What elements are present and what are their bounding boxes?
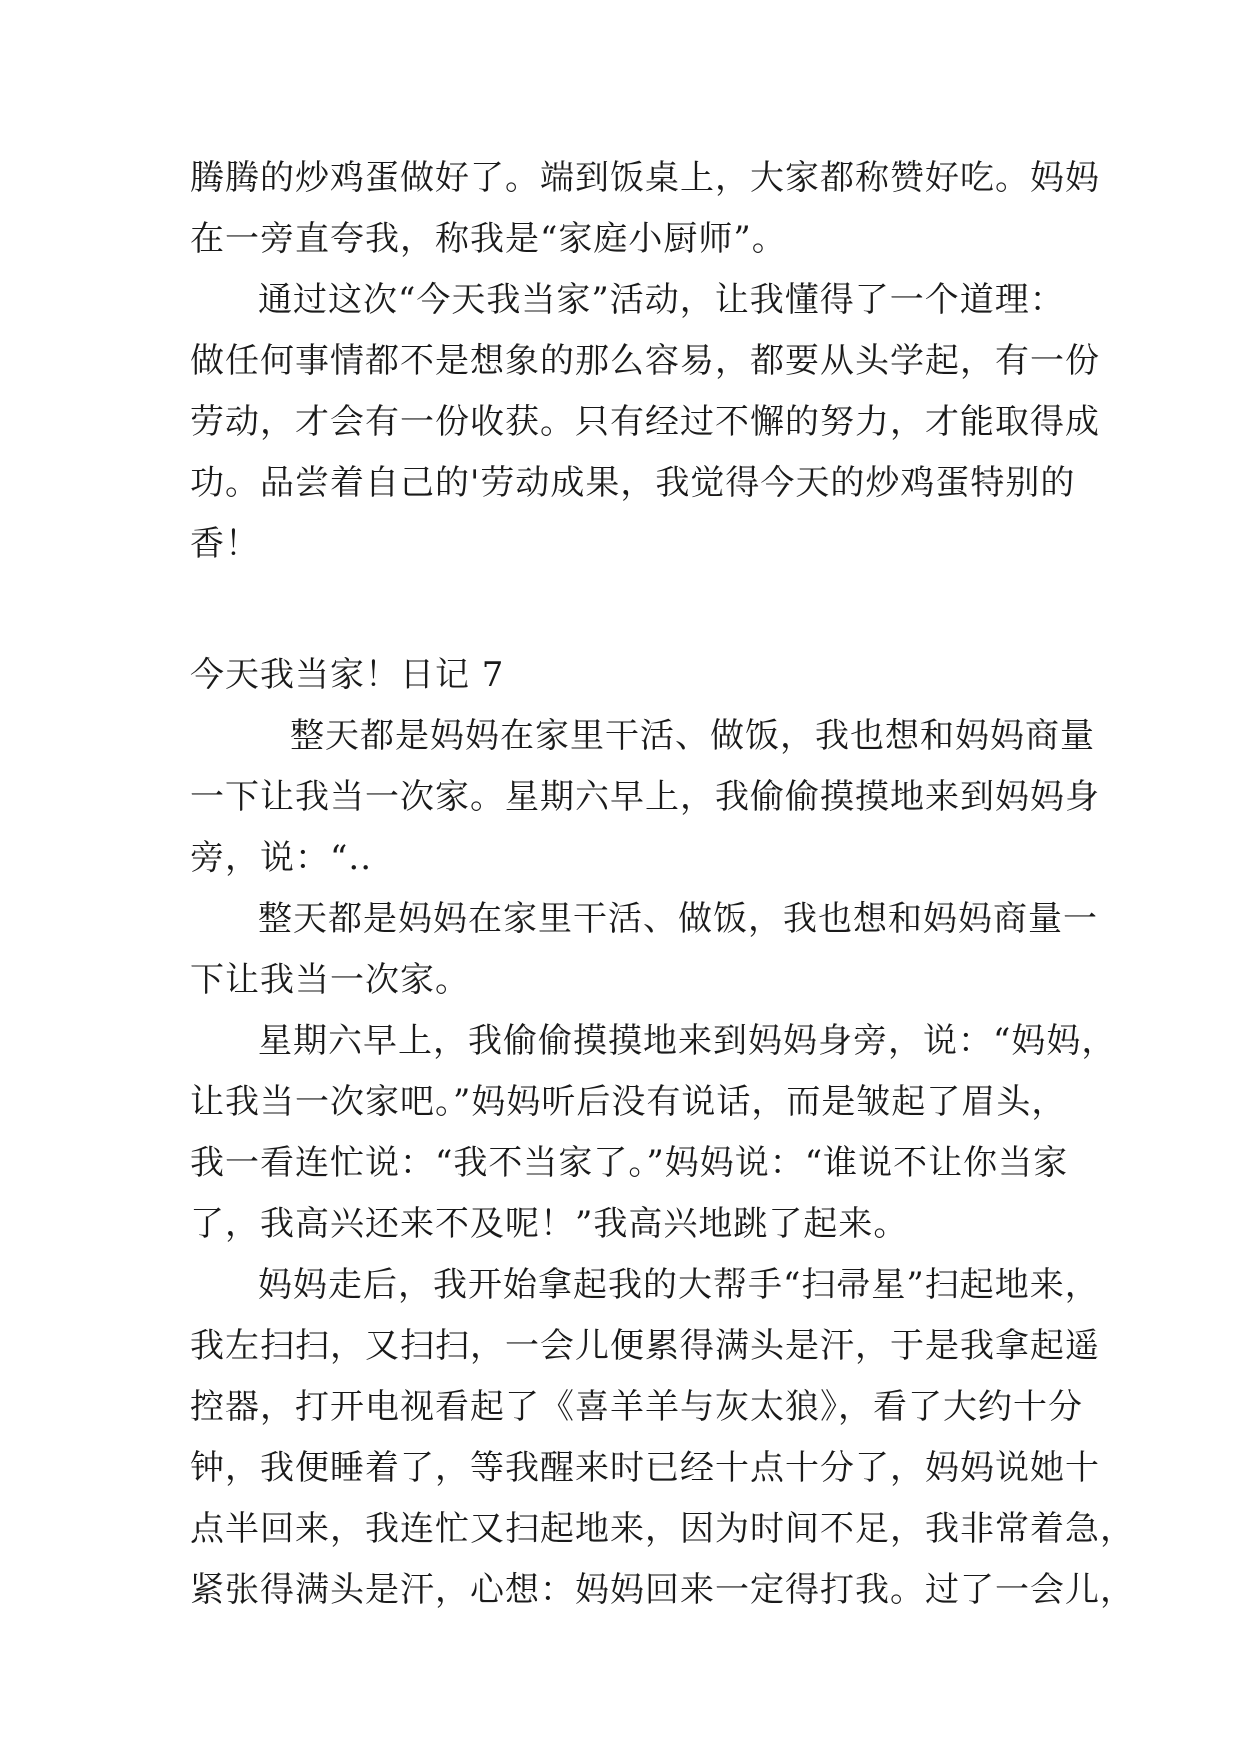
text-line: 劳动，才会有一份收获。只有经过不懈的努力，才能取得成 bbox=[190, 402, 1100, 442]
text-line: 香！ bbox=[190, 524, 260, 564]
text-line: 腾腾的炒鸡蛋做好了。端到饭桌上，大家都称赞好吃。妈妈 bbox=[190, 158, 1100, 198]
text-line: 做任何事情都不是想象的那么容易，都要从头学起，有一份 bbox=[190, 341, 1100, 381]
text-line: 妈妈走后，我开始拿起我的大帮手“扫帚星”扫起地来， bbox=[258, 1265, 1100, 1305]
text-line: 整天都是妈妈在家里干活、做饭，我也想和妈妈商量一 bbox=[258, 899, 1098, 939]
text-line: 一下让我当一次家。星期六早上，我偷偷摸摸地来到妈妈身 bbox=[190, 777, 1100, 817]
text-line: 在一旁直夸我，称我是“家庭小厨师”。 bbox=[190, 219, 787, 259]
document-body bbox=[190, 148, 1135, 1621]
paragraph bbox=[190, 889, 1098, 1011]
text-line: 下让我当一次家。 bbox=[190, 960, 470, 1000]
text-line: 功。品尝着自己的'劳动成果，我觉得今天的炒鸡蛋特别的 bbox=[190, 463, 1076, 503]
paragraph bbox=[190, 1011, 1117, 1255]
paragraph bbox=[190, 270, 1100, 575]
text-line: 点半回来，我连忙又扫起地来，因为时间不足，我非常着急， bbox=[190, 1509, 1135, 1549]
section-title: 今天我当家！日记 7 bbox=[190, 655, 505, 695]
text-line: 紧张得满头是汗，心想：妈妈回来一定得打我。过了一会儿， bbox=[190, 1570, 1135, 1610]
paragraph bbox=[190, 1255, 1135, 1621]
text-line: 旁，说：“.. bbox=[190, 838, 372, 878]
text-line: 整天都是妈妈在家里干活、做饭，我也想和妈妈商量 bbox=[290, 716, 1095, 756]
text-line: 控器，打开电视看起了《喜羊羊与灰太狼》，看了大约十分 bbox=[190, 1387, 1083, 1427]
text-line: 通过这次“今天我当家”活动，让我懂得了一个道理： bbox=[258, 280, 1065, 320]
text-line: 了，我高兴还来不及呢！”我高兴地跳了起来。 bbox=[190, 1204, 909, 1244]
text-line: 让我当一次家吧。”妈妈听后没有说话，而是皱起了眉头， bbox=[190, 1082, 1067, 1122]
text-line: 星期六早上，我偷偷摸摸地来到妈妈身旁，说：“妈妈， bbox=[258, 1021, 1117, 1061]
paragraph bbox=[190, 706, 1100, 889]
paragraph bbox=[190, 148, 1100, 270]
text-line: 钟，我便睡着了，等我醒来时已经十点十分了，妈妈说她十 bbox=[190, 1448, 1100, 1488]
section-gap bbox=[190, 575, 1070, 645]
text-line: 我一看连忙说：“我不当家了。”妈妈说：“谁说不让你当家 bbox=[190, 1143, 1069, 1183]
text-line: 我左扫扫，又扫扫，一会儿便累得满头是汗，于是我拿起遥 bbox=[190, 1326, 1100, 1366]
